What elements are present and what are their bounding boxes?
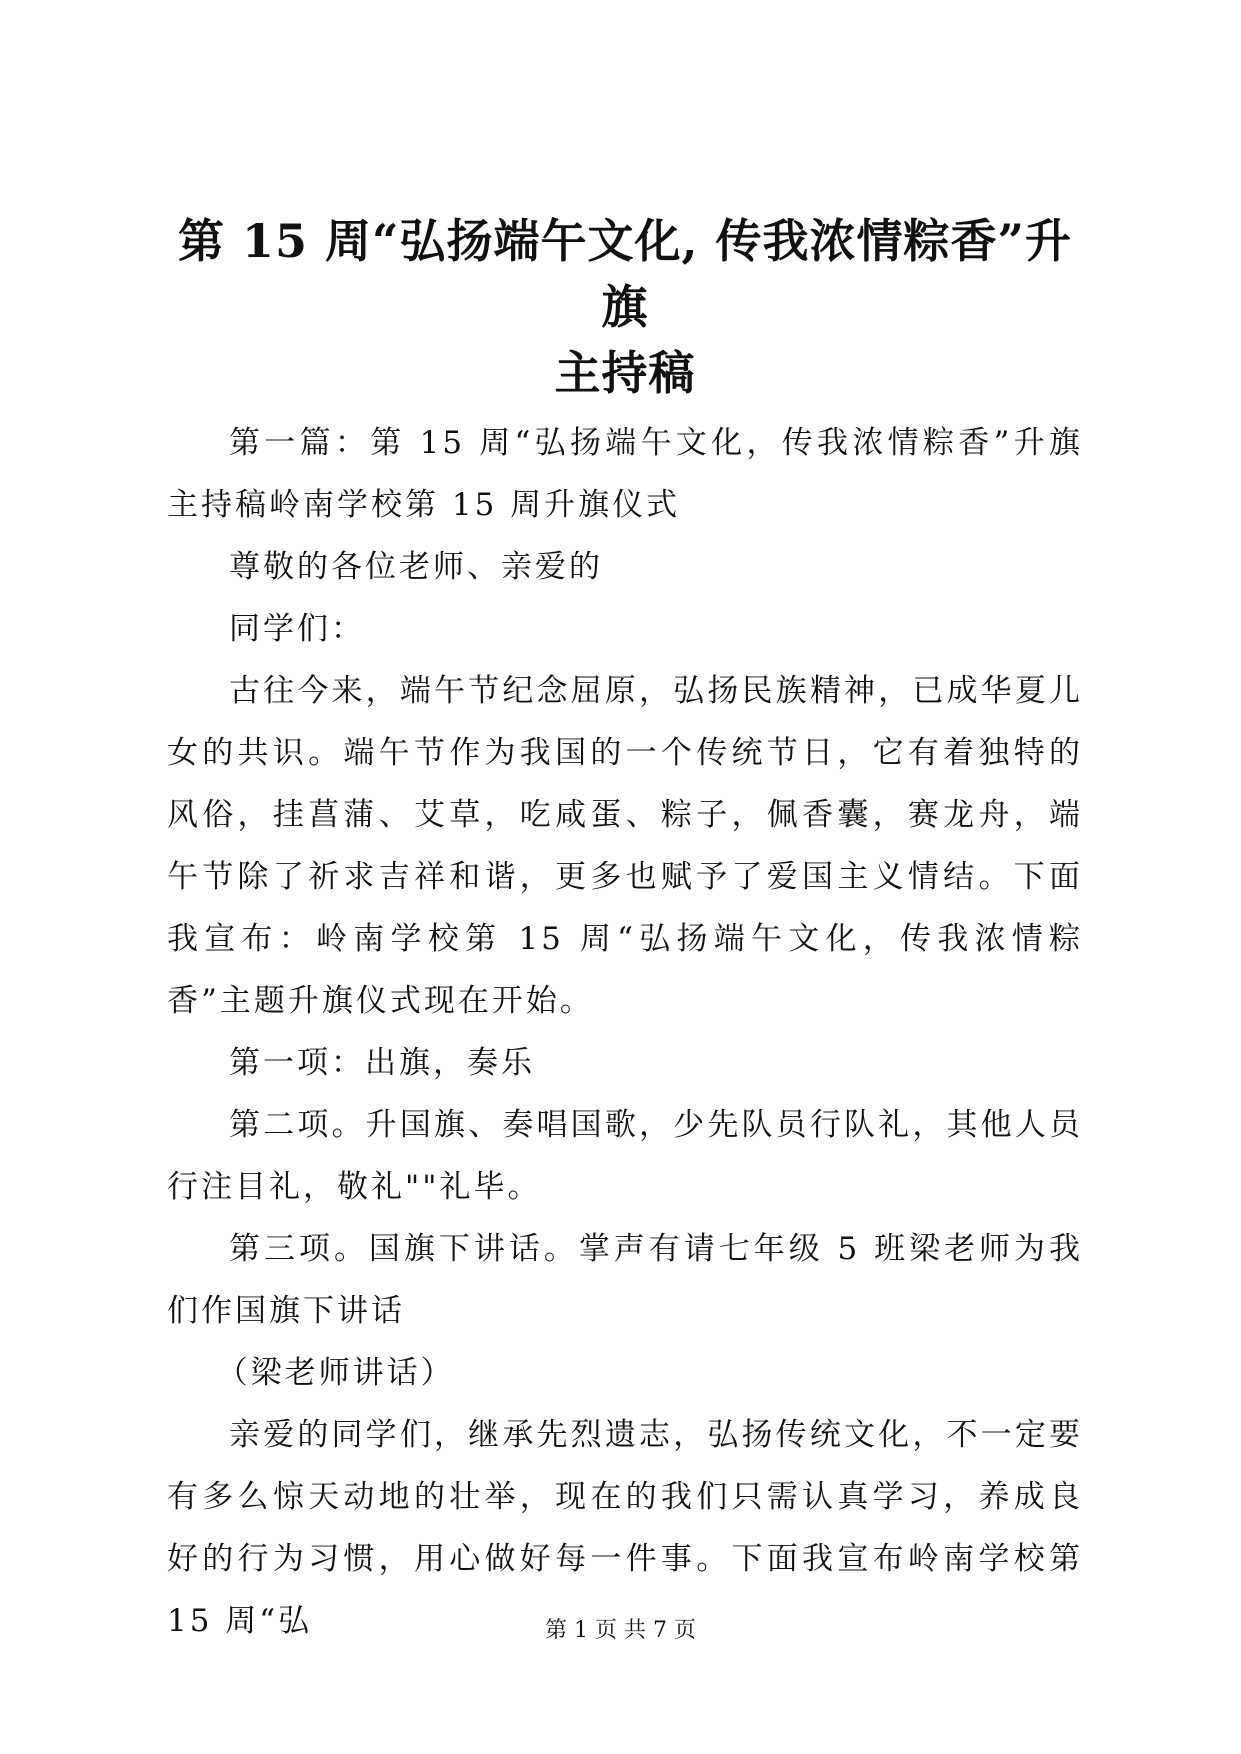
title-line-2: 主持稿 (554, 346, 696, 400)
paragraph-intro-heading: 第一篇：第 15 周“弘扬端午文化，传我浓情粽香”升旗主持稿岭南学校第 15 周升旗仪式 (167, 425, 1083, 523)
paragraph-item-1: 第一项：出旗，奏乐 (229, 1045, 535, 1081)
document-title (167, 208, 1083, 406)
paragraph-item-2: 第二项。升国旗、奏唱国歌，少先队员行队礼，其他人员行注目礼，敬礼""礼毕。 (167, 1107, 1083, 1205)
paragraph-opening: 古往今来，端午节纪念屈原，弘扬民族精神，已成华夏儿女的共识。端午节作为我国的一个传统节日，它有着独特的风俗，挂菖蒲、艾草，吃咸蛋、粽子，佩香囊，赛龙舟，端午节除了祈求吉祥和谐，更多也赋予了爱国主义情结。下面我宣布：岭南学校第 15 周“弘扬端午文化，传我浓情粽香”主题升旗仪式现在开始。 (167, 673, 1083, 1019)
paragraph-speech-note: （梁老师讲话） (216, 1355, 455, 1391)
document-body (167, 412, 1083, 1652)
page-indicator: 第 1 页 共 7 页 (545, 1618, 696, 1643)
document-content (167, 208, 1083, 1652)
page-footer (0, 1613, 1241, 1644)
paragraph-item-3: 第三项。国旗下讲话。掌声有请七年级 5 班梁老师为我们作国旗下讲话 (167, 1231, 1083, 1329)
title-line-1: 第 15 周“弘扬端午文化, 传我浓情粽香”升旗 (178, 214, 1072, 334)
paragraph-closing: 亲爱的同学们，继承先烈遗志，弘扬传统文化，不一定要有多么惊天动地的壮举，现在的我们只需认真学习，养成良好的行为习惯，用心做好每一件事。下面我宣布岭南学校第 15 周“弘 (167, 1417, 1083, 1639)
paragraph-greeting-students: 同学们： (229, 611, 365, 647)
paragraph-greeting: 尊敬的各位老师、亲爱的 (229, 549, 603, 585)
